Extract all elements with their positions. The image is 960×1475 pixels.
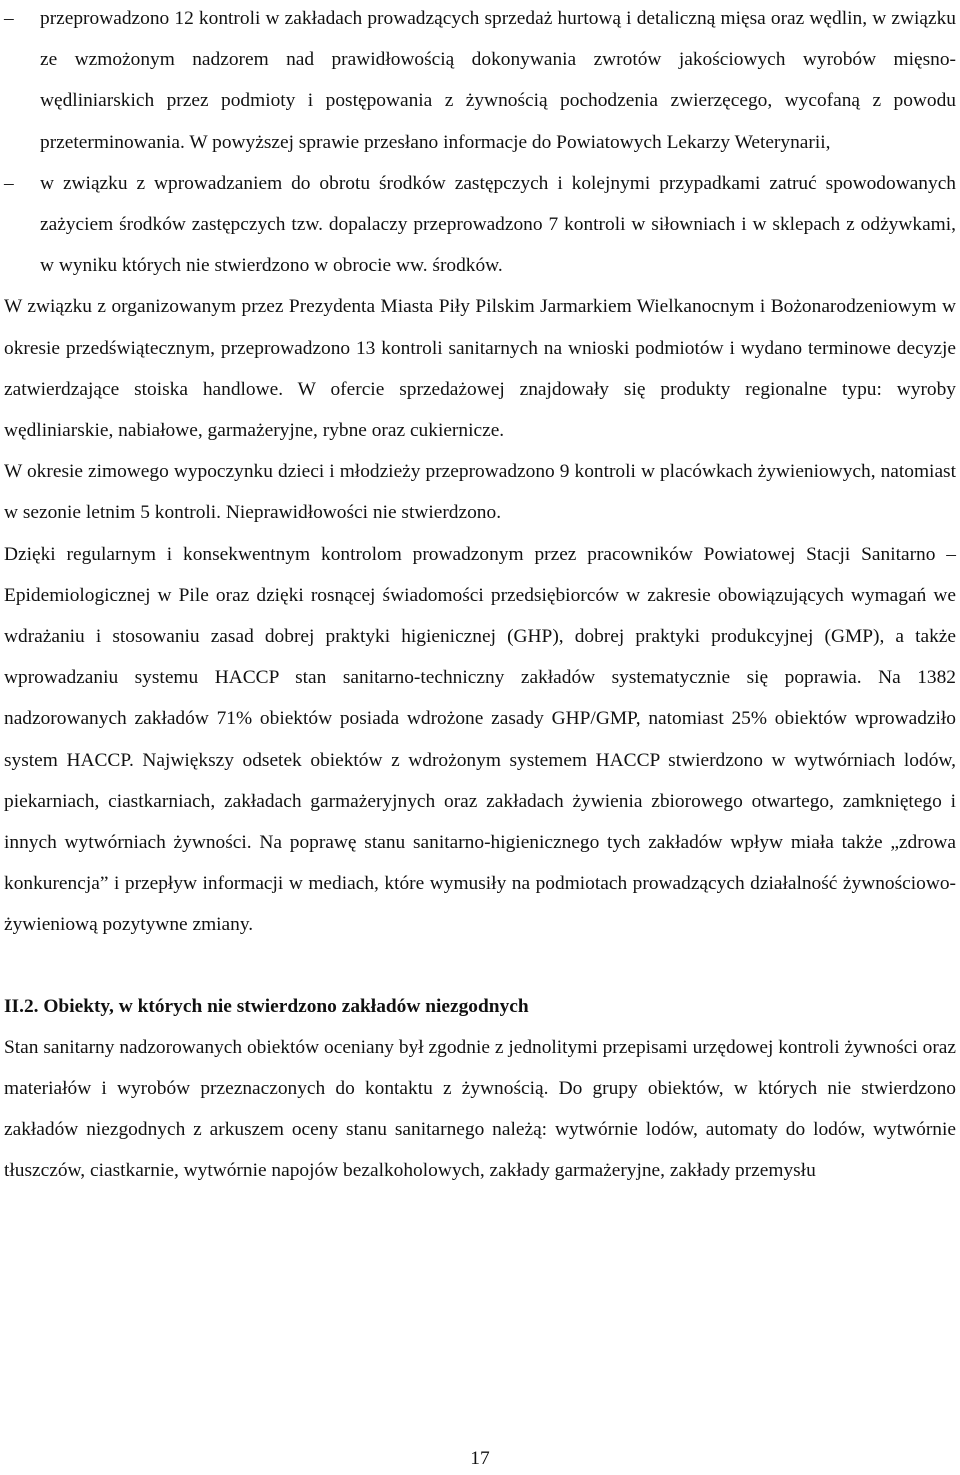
paragraph-section-body: Stan sanitarny nadzorowanych obiektów oceniany był zgodnie z jednolitymi przepisami urzędowej kontroli żywności oraz materiałów i wyrobów przeznaczonych do kontaktu z żywnością. Do grupy obiektów, w których nie stwierdzono zakładów niezgodnych z arkuszem oceny stanu sanitarnego należą: wytwórnie lodów, automaty do lodów, wytwórnie tłuszczów, ciastkarnie, wytwórnie napojów bezalkoholowych, zakłady garmażeryjne, zakłady przemysłu — [4, 1036, 956, 1182]
bullet-text: przeprowadzono 12 kontroli w zakładach prowadzących sprzedaż hurtową i detaliczną mięsa oraz wędlin, w związku ze wzmożonym nadzorem nad prawidłowością dokonywania zwrotów jakościowych wyrobów mięsno-wędliniarskich przez podmioty i postępowania z żywnością pochodzenia zwierzęcego, wycofaną z powodu przeterminowania. W powyższej sprawie przesłano informacje do Powiatowych Lekarzy Weterynarii, — [40, 8, 956, 153]
paragraph-sanitary-improvement: Dzięki regularnym i konsekwentnym kontrolom prowadzonym przez pracowników Powiatowej Stacji Sanitarno – Epidemiologicznej w Pile oraz dzięki rosnącej świadomości przedsiębiorców w zakresie obowiązujących wymagań we wdrażaniu i stosowaniu zasad dobrej praktyki higienicznej (GHP), dobrej praktyki produkcyjnej (GMP), a także wprowadzaniu systemu HACCP stan sanitarno-techniczny zakładów systematycznie się poprawia. Na 1382 nadzorowanych zakładów 71% obiektów posiada wdrożone zasady GHP/GMP, natomiast 25% obiektów wprowadziło system HACCP. Największy odsetek obiektów z wdrożonym systemem HACCP stwierdzono w wytwórniach lodów, piekarniach, ciastkarniach, zakładach garmażeryjnych oraz zakładach żywienia zbiorowego otwartego, zamkniętego i innych wytwórniach żywności. Na poprawę stanu sanitarno-higienicznego tych zakładów wpływ miała także „zdrowa konkurencja” i przepływ informacji w mediach, które wymusiły na podmiotach prowadzących działalność żywnościowo-żywieniową pozytywne zmiany. — [4, 543, 956, 936]
bullet-item-meat-inspections — [4, 0, 956, 163]
section-heading: II.2. Obiekty, w których nie stwierdzono zakładów niezgodnych — [4, 995, 529, 1017]
bullet-text: w związku z wprowadzaniem do obrotu środków zastępczych i kolejnymi przypadkami zatruć spowodowanych zażyciem środków zastępczych tzw. dopalaczy przeprowadzono 7 kontroli w siłowniach i w sklepach z odżywkami, w wyniku których nie stwierdzono w obrocie ww. środków. — [40, 172, 956, 277]
bullet-dash: – — [4, 172, 14, 194]
paragraph-fair-inspections: W związku z organizowanym przez Prezydenta Miasta Piły Pilskim Jarmarkiem Wielkanocnym i Bożonarodzeniowym w okresie przedświątecznym, przeprowadzono 13 kontroli sanitarnych na wnioski podmiotów i wydano terminowe decyzje zatwierdzające stoiska handlowe. W ofercie sprzedażowej znajdowały się produkty regionalne typu: wyroby wędliniarskie, nabiałowe, garmażeryjne, rybne oraz cukiernicze. — [4, 296, 956, 442]
page-number: 17 — [470, 1448, 490, 1469]
document-page — [4, 0, 956, 1192]
paragraph-holiday-inspections: W okresie zimowego wypoczynku dzieci i młodzieży przeprowadzono 9 kontroli w placówkach żywieniowych, natomiast w sezonie letnim 5 kontroli. Nieprawidłowości nie stwierdzono. — [4, 461, 956, 524]
bullet-item-substitute-drugs — [4, 163, 956, 287]
bullet-dash: – — [4, 8, 14, 29]
